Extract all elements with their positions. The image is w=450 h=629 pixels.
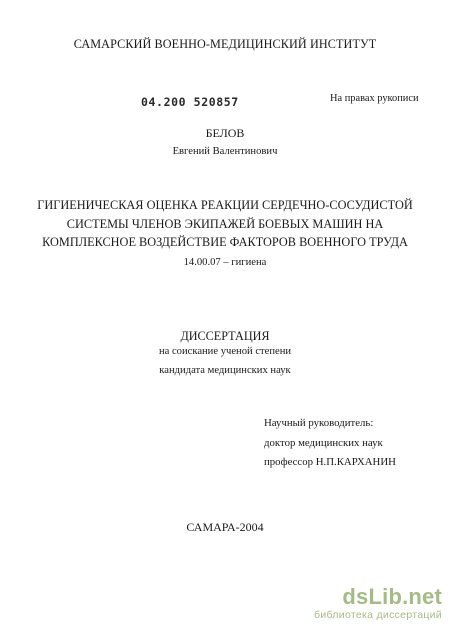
rights-note: На правах рукописи — [330, 93, 419, 104]
watermark-brand: dsLib.net — [342, 584, 442, 609]
institute-name: САМАРСКИЙ ВОЕННО-МЕДИЦИНСКИЙ ИНСТИТУТ — [73, 37, 377, 51]
city-year: САМАРА-2004 — [186, 520, 264, 534]
degree-purpose-line-1: на соискание ученой степени — [158, 346, 292, 357]
supervisor-label: Научный руководитель: — [264, 417, 374, 429]
watermark-tagline: библиотека диссертаций — [314, 609, 442, 621]
registration-stamp: 04.200 520857 — [141, 95, 239, 109]
supervisor-name: профессор Н.П.КАРХАНИН — [264, 456, 396, 468]
supervisor-degree: доктор медицинских наук — [264, 437, 383, 449]
specialty-code: 14.00.07 – гигиена — [183, 257, 267, 268]
title-line-1: ГИГИЕНИЧЕСКАЯ ОЦЕНКА РЕАКЦИИ СЕРДЕЧНО-СОСУДИСТОЙ — [37, 198, 413, 212]
author-surname: БЕЛОВ — [205, 126, 245, 140]
title-line-2: СИСТЕМЫ ЧЛЕНОВ ЭКИПАЖЕЙ БОЕВЫХ МАШИН НА — [66, 217, 384, 231]
title-line-3: КОМПЛЕКСНОЕ ВОЗДЕЙСТВИЕ ФАКТОРОВ ВОЕННОГО ТРУДА — [42, 235, 408, 249]
work-type: ДИССЕРТАЦИЯ — [180, 329, 270, 343]
degree-purpose-line-2: кандидата медицинских наук — [159, 365, 291, 376]
dslib-watermark-logo[interactable] — [297, 584, 442, 624]
author-full-name: Евгений Валентинович — [172, 146, 278, 157]
